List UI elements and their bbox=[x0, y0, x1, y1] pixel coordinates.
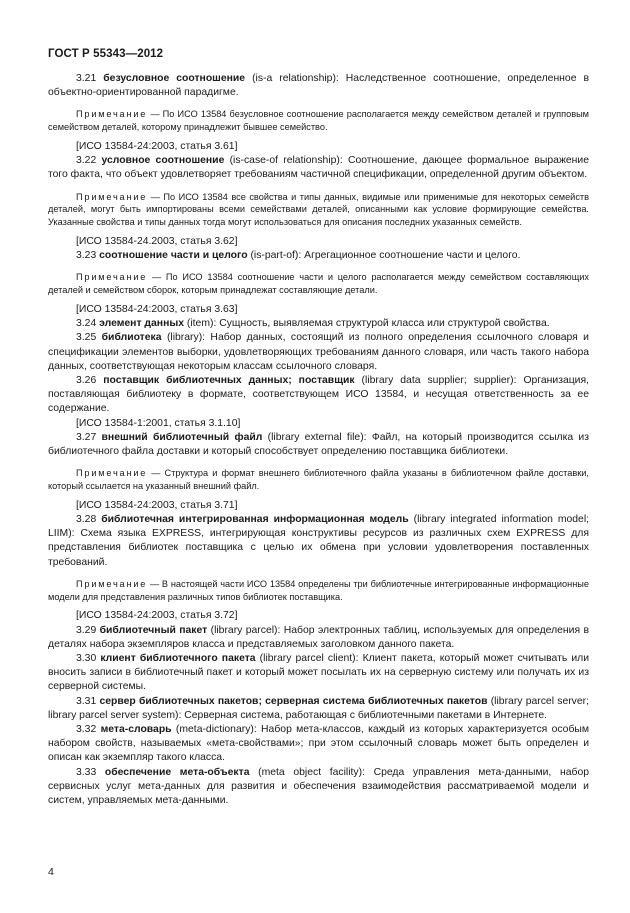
term-name: клиент библиотечного пакета bbox=[100, 653, 256, 665]
term-definition: (library parcel client): Клиент пакета, который может считывать или вносить записи в библиотечный пакет и который может посылать их на серверную систему или получать их из серверной системы. bbox=[48, 653, 589, 693]
note-text: — По ИСО 13584 соотношение части и целого располагается между семейством составляющих деталей и семейством сборок, которым принадлежат составляющие детали. bbox=[48, 272, 589, 296]
term-entry bbox=[48, 624, 589, 652]
term-definition: (library data supplier; supplier): Организация, поставляющая библиотеку в формате, соответствующем ИСО 13584, и несущая ответственность за ее содержание. bbox=[48, 375, 589, 415]
reference: [ИСО 13584-24:2003, статья 3.72] bbox=[76, 610, 238, 622]
term-entry bbox=[48, 374, 589, 417]
term-entry bbox=[48, 766, 589, 809]
note-text: — По ИСО 13584 все свойства и типы данных, видимые или применимые для некоторых семейств деталей, могут быть импортированы всеми семействами деталей, описанными как условие формирующие семейства. Указанные свойства и типы данных тогда могут использоваться для описания последних указанных семейств. bbox=[48, 191, 590, 228]
note bbox=[48, 191, 589, 229]
term-entry bbox=[48, 695, 589, 723]
term-number: 3.23 bbox=[76, 250, 97, 262]
term-name: безусловное соотношение bbox=[103, 73, 246, 84]
page-number: 4 bbox=[48, 866, 54, 878]
reference: [ИСО 13584-24:2003, статья 3.71] bbox=[76, 499, 238, 511]
term-definition: (library parcel): Набор электронных таблиц, используемых для определения в деталях набора экземпляров класса и представляемых заголовком данного пакета. bbox=[48, 624, 589, 650]
term-entry bbox=[48, 652, 589, 695]
term-definition: (meta object facility): Среда управления мета-данными, набор сервисных услуг мета-данных для развития и обеспечения взаимодействия рассматриваемой модели и систем, управляемых мета-данными. bbox=[48, 766, 589, 807]
note-label: Примечание bbox=[76, 272, 148, 283]
term-number: 3.28 bbox=[76, 514, 97, 526]
term-number: 3.24 bbox=[76, 318, 97, 330]
term-entry bbox=[48, 72, 589, 100]
note bbox=[48, 271, 589, 297]
term-name: внешний библиотечный файл bbox=[101, 431, 263, 443]
note-label: Примечание bbox=[76, 468, 148, 479]
term-definition: (item): Сущность, выявляемая структурой класса или структурой свойства. bbox=[186, 318, 550, 330]
term-number: 3.21 bbox=[76, 73, 97, 84]
note-text: — В настоящей части ИСО 13584 определены три библиотечные интегрированные информационные модели для представления различных типов библиотек поставщика. bbox=[48, 578, 589, 602]
note-label: Примечание bbox=[76, 109, 148, 120]
term-name: обеспечение мета-объекта bbox=[104, 766, 250, 778]
term-entry bbox=[48, 431, 589, 459]
term-number: 3.33 bbox=[76, 766, 97, 778]
reference: [ИСО 13584-1:2001, статья 3.1.10] bbox=[76, 417, 241, 429]
term-entry bbox=[48, 723, 589, 766]
note-label: Примечание bbox=[76, 191, 148, 202]
reference: [ИСО 13584-24:2003, статья 3.61] bbox=[76, 141, 238, 152]
term-entry bbox=[48, 249, 589, 263]
term-number: 3.32 bbox=[76, 724, 97, 736]
term-name: сервер библиотечных пакетов; серверная система библиотечных пакетов bbox=[99, 695, 488, 707]
term-entry bbox=[48, 331, 589, 374]
term-number: 3.26 bbox=[76, 375, 97, 387]
term-name: соотношение части и целого bbox=[99, 250, 248, 262]
note-text: — По ИСО 13584 безусловное соотношение располагается между семейством деталей и групповым семейством деталей, которому принадлежит бывшее семейство. bbox=[48, 109, 589, 133]
term-number: 3.29 bbox=[76, 624, 97, 636]
term-definition: (library external file): Файл, на который производится ссылка из библиотечного файла доставки и который способствует определению поставщика библиотеки. bbox=[48, 431, 590, 458]
reference: [ИСО 13584-24:2003, статья 3.63] bbox=[76, 304, 238, 315]
note-label: Примечание bbox=[76, 578, 148, 589]
term-name: элемент данных bbox=[99, 318, 185, 330]
term-number: 3.25 bbox=[76, 332, 97, 344]
page-header: ГОСТ Р 55343—2012 bbox=[48, 48, 164, 60]
term-definition: (is-part-of): Агрегационное соотношение части и целого. bbox=[250, 250, 521, 262]
term-name: библиотечная интегрированная информационная модель bbox=[101, 514, 409, 526]
term-name: библиотека bbox=[101, 332, 162, 344]
term-definition: (meta-dictionary): Набор мета-классов, каждый из которых характеризуется особым набором свойств, называемых «мета-свойствами»; при этом ссылочный словарь может быть определен и описан как экземпляр такого класса. bbox=[48, 724, 590, 764]
term-definition: (library integrated information model; LIIM): Схема языка EXPRESS, интегрирующая конструктивы ресурсов из различных схем EXPRESS для представления библиотек поставщика с целью их обмена при условии удовлетворения поставленных требований. bbox=[48, 514, 590, 568]
term-name: условное соотношение bbox=[101, 155, 225, 167]
term-definition: (library): Набор данных, состоящий из полного определения ссылочного словаря и спецификации элементов выборки, удовлетворяющих требованиям данного словаря, или часть такого набора данных, соответствующая некоторым классам ссылочного словаря. bbox=[48, 332, 589, 372]
term-entry bbox=[48, 154, 589, 182]
term-number: 3.22 bbox=[76, 155, 97, 167]
document-body bbox=[48, 72, 589, 808]
term-name: поставщик библиотечных данных; поставщик bbox=[103, 375, 355, 387]
term-definition: (library parcel server; library parcel server system): Серверная система, работающая с библиотечными пакетами в Интернете. bbox=[48, 695, 590, 721]
term-number: 3.31 bbox=[76, 695, 97, 707]
term-entry bbox=[48, 317, 589, 331]
note-text: — Структура и формат внешнего библиотечного файла указаны в библиотечном файле доставки, который ссылается на указанный внешний файл. bbox=[48, 468, 589, 492]
term-name: библиотечный пакет bbox=[99, 624, 208, 636]
term-definition: (is-case-of relationship): Соотношение, дающее формальное выражение того факта, что объект удовлетворяет требованиям частичной спецификации, определенной другим объектом. bbox=[48, 155, 590, 181]
note bbox=[48, 108, 589, 134]
term-name: мета-словарь bbox=[100, 724, 172, 736]
reference: [ИСО 13584-24.2003, статья 3.62] bbox=[76, 236, 238, 247]
note bbox=[48, 467, 589, 493]
term-number: 3.30 bbox=[76, 653, 97, 665]
term-number: 3.27 bbox=[76, 431, 97, 443]
term-entry bbox=[48, 513, 589, 570]
note bbox=[48, 578, 589, 604]
term-definition: (is-a relationship): Наследственное соотношение, определенное в объектно-ориентированной парадигме. bbox=[48, 73, 590, 99]
